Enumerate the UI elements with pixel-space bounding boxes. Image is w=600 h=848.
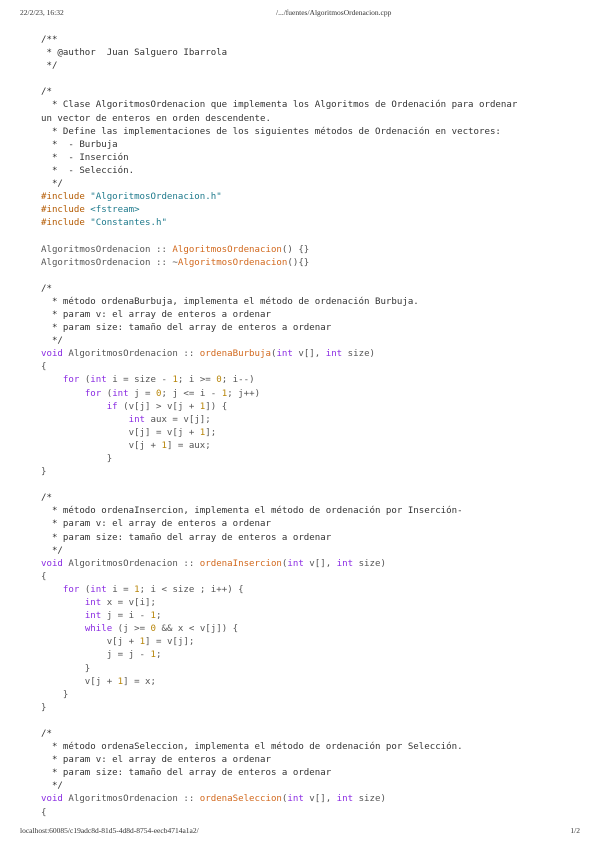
code-token: i = size -	[112, 375, 173, 386]
code-token: * - Burbuja	[41, 139, 118, 150]
code-token: 0	[156, 388, 162, 399]
code-line	[41, 322, 581, 335]
code-line	[41, 401, 581, 414]
code-token: v[j] = v[j +	[41, 427, 200, 438]
code-token: }	[41, 663, 91, 674]
code-token: v[],	[298, 349, 326, 360]
code-line	[41, 649, 581, 662]
code-token	[41, 624, 85, 634]
code-token: j = i -	[106, 611, 151, 622]
file-path: /.../fuentes/AlgoritmosOrdenacion.cpp	[276, 8, 392, 17]
code-token: */	[41, 61, 58, 72]
code-line	[41, 217, 581, 230]
code-line	[41, 676, 581, 689]
code-line	[41, 99, 581, 112]
code-line	[41, 584, 581, 597]
code-token: {	[41, 807, 47, 818]
code-token: int	[336, 558, 359, 569]
page-url: localhost:60085/c19adc8d-81d5-4d8d-8754-eecb4714a1a2/	[20, 826, 199, 835]
code-token: ordenaBurbuja	[199, 349, 271, 360]
code-line	[41, 453, 581, 466]
code-token: ;	[155, 650, 162, 661]
code-line	[41, 715, 581, 728]
code-line	[41, 348, 581, 361]
code-line	[41, 754, 581, 767]
code-line	[41, 793, 581, 806]
code-token: (	[281, 794, 288, 805]
code-line	[41, 296, 581, 309]
code-token: "Constantes.h"	[90, 218, 167, 229]
code-token: * método ordenaBurbuja, implementa el método de ordenación Burbuja.	[41, 296, 419, 307]
code-token: #include	[41, 192, 91, 203]
code-line	[41, 505, 581, 518]
code-token: (	[84, 584, 91, 595]
code-token	[41, 585, 63, 595]
code-token: size)	[347, 349, 376, 360]
code-token: ordenaInsercion	[199, 558, 282, 569]
code-token: int	[336, 794, 359, 805]
code-token	[41, 375, 63, 385]
code-token: /**	[41, 35, 58, 45]
code-token: /*	[41, 87, 52, 98]
page-number: 1/2	[570, 826, 580, 835]
code-token: }	[41, 702, 47, 713]
code-line	[41, 689, 581, 702]
code-token: AlgoritmosOrdenacion :: ~	[41, 257, 178, 268]
code-token: while	[84, 624, 118, 635]
code-token: ; j++)	[227, 388, 261, 399]
code-token: j =	[134, 388, 157, 399]
code-token: (	[106, 388, 113, 399]
code-token: 1	[199, 427, 206, 438]
code-token: for	[62, 375, 85, 386]
code-token: ] = x;	[123, 676, 156, 687]
code-token: }	[41, 467, 47, 478]
code-token: 0	[216, 375, 222, 386]
code-token: ordenaSeleccion	[199, 794, 282, 805]
code-line	[41, 178, 581, 191]
code-token: {	[41, 362, 47, 373]
code-token: #include	[41, 218, 91, 229]
code-token: AlgoritmosOrdenacion	[177, 257, 288, 268]
code-token: ; i >=	[177, 375, 217, 386]
code-token: * @author Juan Salguero Ibarrola	[41, 48, 228, 59]
code-token: if	[106, 401, 124, 412]
code-token: v[j +	[41, 637, 140, 648]
code-token: int	[84, 611, 107, 622]
code-token: ; i < size ; i++) {	[139, 584, 244, 595]
code-line	[41, 636, 581, 649]
code-token: size)	[358, 558, 386, 569]
code-line	[41, 558, 581, 571]
code-line	[41, 663, 581, 676]
code-token: 1	[117, 676, 124, 687]
code-token: j = j -	[41, 650, 151, 661]
code-token: && x < v[j]) {	[156, 624, 239, 635]
code-token: (	[84, 375, 91, 386]
code-line	[41, 244, 581, 257]
code-token: "AlgoritmosOrdenacion.h"	[90, 192, 222, 203]
code-token: 1	[134, 584, 140, 595]
code-token: AlgoritmosOrdenacion ::	[68, 558, 200, 569]
code-line	[41, 597, 581, 610]
code-line	[41, 388, 581, 401]
code-token	[41, 598, 85, 608]
code-line	[41, 741, 581, 754]
code-token: 1	[199, 401, 206, 412]
code-token: AlgoritmosOrdenacion	[172, 244, 282, 255]
code-token: (){}	[287, 257, 310, 268]
code-token: (v[j] > v[j +	[123, 401, 200, 412]
code-token	[41, 402, 107, 412]
code-token: () {}	[281, 244, 310, 255]
code-token: int	[287, 794, 310, 805]
code-line	[41, 257, 581, 270]
code-token: * - Inserción	[41, 152, 129, 163]
code-token: * Clase AlgoritmosOrdenacion que implementa los Algoritmos de Ordenación para ordenar	[41, 100, 518, 111]
code-line	[41, 702, 581, 715]
print-datetime: 22/2/23, 16:32	[20, 8, 64, 17]
code-line	[41, 374, 581, 387]
code-token: ; j <= i -	[161, 388, 222, 399]
source-code	[41, 34, 581, 820]
code-token: AlgoritmosOrdenacion ::	[68, 794, 200, 805]
code-token: * Define las implementaciones de los siguientes métodos de Ordenación en vectores:	[41, 126, 501, 137]
code-token: ] = v[j];	[145, 637, 195, 648]
code-token: * param v: el array de enteros a ordenar	[41, 309, 271, 320]
code-line	[41, 361, 581, 374]
code-token: }	[41, 454, 113, 464]
code-token: AlgoritmosOrdenacion ::	[41, 244, 173, 255]
code-token: aux = v[j];	[150, 414, 211, 425]
code-token: */	[41, 781, 63, 792]
code-line	[41, 165, 581, 178]
code-token: 1	[172, 375, 178, 386]
code-line	[41, 571, 581, 584]
code-token: (	[281, 558, 288, 569]
code-line	[41, 728, 581, 741]
code-line	[41, 479, 581, 492]
code-token: 1	[161, 440, 167, 451]
code-token	[41, 415, 129, 425]
code-token: void	[41, 349, 69, 360]
code-line	[41, 532, 581, 545]
code-token: * param size: tamaño del array de enteros a ordenar	[41, 768, 332, 779]
code-token: ];	[205, 427, 217, 438]
code-line	[41, 427, 581, 440]
code-token: 1	[150, 650, 156, 661]
code-token: */	[41, 545, 63, 556]
code-token: /*	[41, 283, 52, 294]
code-line	[41, 518, 581, 531]
code-token: x = v[i];	[106, 598, 156, 609]
code-line	[41, 47, 581, 60]
code-token: void	[41, 558, 69, 569]
code-token: AlgoritmosOrdenacion ::	[68, 349, 200, 360]
code-line	[41, 767, 581, 780]
code-token: v[j +	[41, 676, 118, 687]
code-line	[41, 780, 581, 793]
code-line	[41, 335, 581, 348]
code-token: (j >=	[117, 624, 151, 635]
code-token: * método ordenaSeleccion, implementa el método de ordenación por Selección.	[41, 742, 463, 753]
code-token: ; i--)	[221, 375, 255, 386]
code-token: */	[41, 179, 63, 190]
code-token: (	[270, 349, 277, 360]
code-token: ;	[156, 611, 162, 622]
code-token: 1	[221, 388, 228, 399]
code-token: #include	[41, 205, 91, 216]
code-line	[41, 152, 581, 165]
code-line	[41, 309, 581, 322]
code-token	[41, 389, 85, 399]
code-token: int	[84, 598, 107, 609]
code-token: 1	[150, 611, 157, 622]
code-token: size)	[358, 794, 386, 805]
code-token: int	[90, 375, 113, 386]
code-line	[41, 73, 581, 86]
code-token: ]) {	[205, 401, 228, 412]
code-token: int	[128, 414, 151, 425]
code-token: int	[325, 349, 348, 360]
code-token: int	[112, 388, 135, 399]
code-line	[41, 270, 581, 283]
code-line	[41, 230, 581, 243]
code-token: * param v: el array de enteros a ordenar	[41, 519, 271, 530]
code-line	[41, 414, 581, 427]
code-line	[41, 440, 581, 453]
code-token: for	[84, 388, 107, 399]
code-token: * método ordenaInsercion, implementa el método de ordenación por Inserción-	[41, 506, 463, 517]
code-token: 0	[150, 624, 157, 635]
code-token: v[j +	[41, 440, 162, 451]
code-line	[41, 113, 581, 126]
code-token: v[],	[309, 558, 337, 569]
code-token: int	[90, 584, 113, 595]
code-token: */	[41, 336, 63, 347]
code-token: v[],	[309, 794, 337, 805]
code-token: * param size: tamaño del array de enteros a ordenar	[41, 323, 332, 334]
code-line	[41, 807, 581, 820]
code-token: {	[41, 571, 47, 582]
code-token: * param size: tamaño del array de enteros a ordenar	[41, 532, 332, 543]
code-line	[41, 492, 581, 505]
code-line	[41, 34, 581, 47]
code-token: void	[41, 794, 69, 805]
code-token: int	[287, 558, 310, 569]
code-token: i =	[112, 584, 135, 595]
code-token: <fstream>	[90, 205, 140, 216]
code-token: /*	[41, 493, 52, 504]
code-token	[41, 611, 85, 621]
code-line	[41, 466, 581, 479]
code-token: ] = aux;	[166, 440, 211, 451]
code-token: 1	[139, 637, 146, 648]
code-line	[41, 60, 581, 73]
code-line	[41, 283, 581, 296]
code-line	[41, 139, 581, 152]
code-line	[41, 86, 581, 99]
code-line	[41, 191, 581, 204]
code-line	[41, 126, 581, 139]
code-token: * - Selección.	[41, 165, 135, 176]
code-token: int	[276, 349, 299, 360]
code-line	[41, 610, 581, 623]
code-token: }	[41, 689, 69, 700]
code-token: for	[62, 584, 85, 595]
code-line	[41, 623, 581, 636]
code-line	[41, 545, 581, 558]
code-token: un vector de enteros en orden descendente.	[41, 113, 271, 124]
code-token: /*	[41, 728, 52, 739]
code-line	[41, 204, 581, 217]
code-token: * param v: el array de enteros a ordenar	[41, 755, 271, 766]
